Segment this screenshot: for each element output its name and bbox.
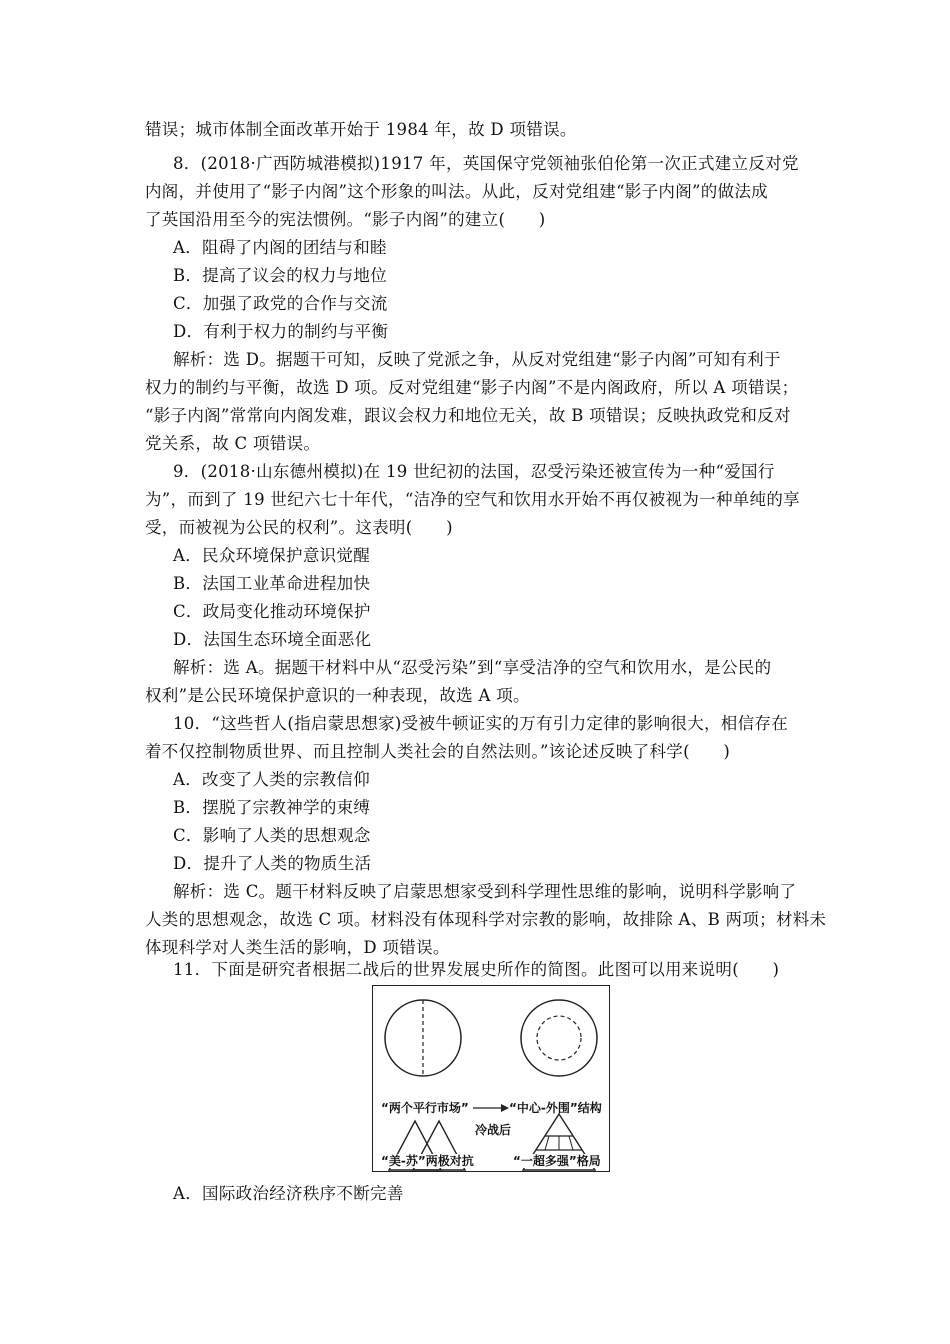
text-line: 了英国沿用至今的宪法惯例。“影子内阁”的建立( ) [145, 210, 546, 229]
text-line: 受，而被视为公民的权利”。这表明( ) [145, 518, 453, 537]
text-line: 着不仅控制物质世界、而且控制人类社会的自然法则。”该论述反映了科学( ) [145, 742, 731, 761]
world-structure-diagram [372, 985, 610, 1172]
label-one-superpower-many-powers: “一超多强”格局 [513, 1154, 601, 1168]
text-line: 错误；城市体制全面改革开始于 1984 年，故 D 项错误。 [145, 120, 577, 139]
text-line: 为”，而到了 19 世纪六七十年代，“洁净的空气和饮用水开始不再仅被视为一种单纯的享 [145, 490, 800, 509]
label-two-parallel-markets: “两个平行市场” [381, 1101, 469, 1115]
analysis-8: 解析：选 D。据题干可知，反映了党派之争，从反对党组建“影子内阁”可知有利于 [173, 350, 781, 369]
option-b: B．提高了议会的权力与地位 [173, 266, 388, 285]
option-a: A．民众环境保护意识觉醒 [173, 546, 371, 565]
text-line: 权利”是公民环境保护意识的一种表现，故选 A 项。 [145, 686, 530, 705]
option-a: A．改变了人类的宗教信仰 [173, 770, 371, 789]
arrow-head [501, 1104, 509, 1112]
question-9-stem: 9．(2018·山东德州模拟)在 19 世纪初的法国，忍受污染还被宣传为一种“爱国行 [173, 462, 775, 481]
pyramid-divider [569, 1136, 573, 1150]
question-11-stem: 11．下面是研究者根据二战后的世界发展史所作的简图。此图可以用来说明( ) [173, 960, 780, 979]
label-us-soviet-bipolar: “美-苏”两极对抗 [381, 1154, 474, 1168]
diagram-shapes [373, 986, 611, 1173]
option-c: C．影响了人类的思想观念 [173, 826, 371, 845]
text-line: “影子内阁”常常向内阁发难，跟议会权力和地位无关，故 B 项错误；反映执政党和反对 [145, 406, 791, 425]
text-line: 内阁，并使用了“影子内阁”这个形象的叫法。从此，反对党组建“影子内阁”的做法成 [145, 182, 768, 201]
inner-dashed-circle [537, 1016, 581, 1060]
option-a: A．阻碍了内阁的团结与和睦 [173, 238, 387, 257]
option-d: D．有利于权力的制约与平衡 [173, 322, 389, 341]
question-10-stem: 10．“这些哲人(指启蒙思想家)受被牛顿证实的万有引力定律的影响很大，相信存在 [173, 714, 789, 733]
option-b: B．摆脱了宗教神学的束缚 [173, 798, 371, 817]
analysis-9: 解析：选 A。据题干材料中从“忍受污染”到“享受洁净的空气和饮用水，是公民的 [173, 658, 772, 677]
analysis-10: 解析：选 C。题干材料反映了启蒙思想家受到科学理性思维的影响，说明科学影响了 [173, 882, 797, 901]
option-b: B．法国工业革命进程加快 [173, 574, 371, 593]
text-line: 党关系，故 C 项错误。 [145, 434, 321, 453]
label-post-cold-war: 冷战后 [475, 1123, 512, 1137]
option-c: C．加强了政党的合作与交流 [173, 294, 388, 313]
text-line: 人类的思想观念，故选 C 项。材料没有体现科学对宗教的影响，故排除 A、B 两项；材料未 [145, 910, 827, 929]
text-line: 体现科学对人类生活的影响，D 项错误。 [145, 938, 450, 957]
option-d: D．法国生态环境全面恶化 [173, 630, 372, 649]
option-c: C．政局变化推动环境保护 [173, 602, 371, 621]
option-a: A．国际政治经济秩序不断完善 [173, 1184, 404, 1203]
text-line: 权力的制约与平衡，故选 D 项。反对党组建“影子内阁”不是内阁政府，所以 A 项错误； [145, 378, 799, 397]
label-core-periphery: “中心-外围”结构 [509, 1101, 602, 1115]
option-d: D．提升了人类的物质生活 [173, 854, 372, 873]
core-periphery-circle [521, 1000, 597, 1076]
question-8-stem: 8．(2018·广西防城港模拟)1917 年，英国保守党领袖张伯伦第一次正式建立反对党 [173, 154, 799, 173]
pyramid-divider [545, 1136, 549, 1150]
